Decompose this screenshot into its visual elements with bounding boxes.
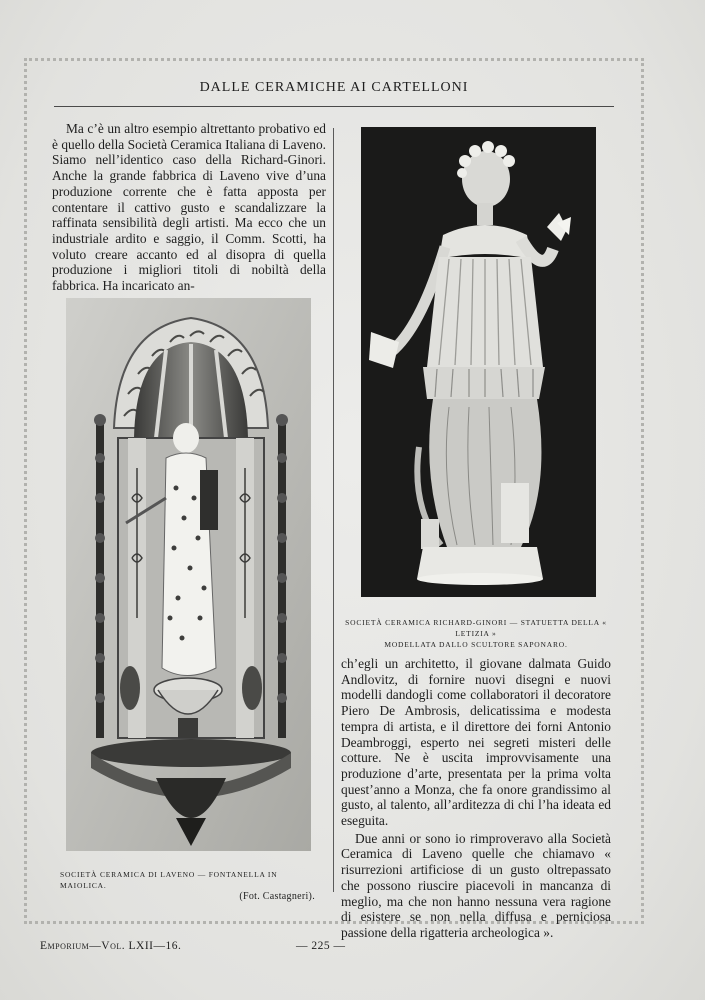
caption-line: SOCIETÀ CERAMICA RICHARD-GINORI — STATUETTA DELLA « LETIZIA »: [345, 618, 607, 638]
footer-text: —V: [89, 940, 111, 952]
column-divider: [333, 128, 334, 892]
footer-text: E: [40, 940, 48, 952]
running-title: DALLE CERAMICHE AI CARTELLONI: [199, 80, 469, 95]
letizia-photo: [361, 127, 596, 597]
fontanella-caption: [60, 869, 315, 903]
paragraph: Due anni or sono io rimproveravo alla Società Ceramica di Laveno quelle che chiamavo « risurrezioni artificiose di un gusto oltrepassato che possono riuscire piacevoli in mancanza di meglio, ma che non hanno nessuna vera ragione di esistere se non nella diffusa e perniciosa passione della rigatteria archeologica ».: [341, 830, 611, 940]
column-two-text: [341, 656, 611, 943]
fontanella-photo: [66, 298, 311, 851]
paragraph: ch’egli un architetto, il giovane dalmata Guido Andlovitz, di fornire nuovi disegni e nuovi modelli dandogli come collaboratori il decoratore Piero De Ambrosis, delicatissima e modesta tempra di artista, e il direttore dei forni Antonio Deambroggi, esperto nei segreti misteri delle cotture. Ne è uscita improvvisamente una produzione d’arte, presentata per la prima volta quest’anno a Monza, che fa onore grandissimo al gusto, al talento, all’arditezza di chi l’ha ideata ed eseguita.: [341, 656, 611, 829]
caption-line: MODELLATA DALLO SCULTORE SAPONARO.: [384, 640, 568, 649]
photo-credit: (Fot. Castagneri).: [239, 891, 315, 902]
letizia-caption: [338, 617, 614, 650]
footer-text: mporium: [47, 940, 90, 952]
journal-reference: [40, 940, 181, 952]
footer-text: ol.: [110, 940, 126, 952]
column-one-text: [52, 121, 326, 296]
header-rule: [54, 106, 614, 107]
fontanella-illustration: [66, 298, 311, 851]
caption-line: SOCIETÀ CERAMICA DI LAVENO — FONTANELLA IN MAIOLICA.: [60, 870, 278, 890]
page-number: — 225 —: [296, 940, 346, 952]
footer-text: LXII—16.: [125, 940, 182, 952]
paragraph: Ma c’è un altro esempio altrettanto probativo ed è quello della Società Ceramica Italiana di Laveno. Siamo nell’identico caso della Richard-Ginori. Anche la grande fabbrica di Laveno vive d’una produzione corrente che è fatta apposta per contentare il cattivo gusto e scandalizzare la raffinata sensibilità degli artisti. Ma ecco che un industriale ardito e saggio, il Comm. Scotti, ha voluto creare accanto ed al disopra di quella produzione i migliori titoli di nobiltà della fabbrica. Ha incaricato an-: [52, 121, 326, 294]
letizia-illustration: [361, 127, 596, 597]
